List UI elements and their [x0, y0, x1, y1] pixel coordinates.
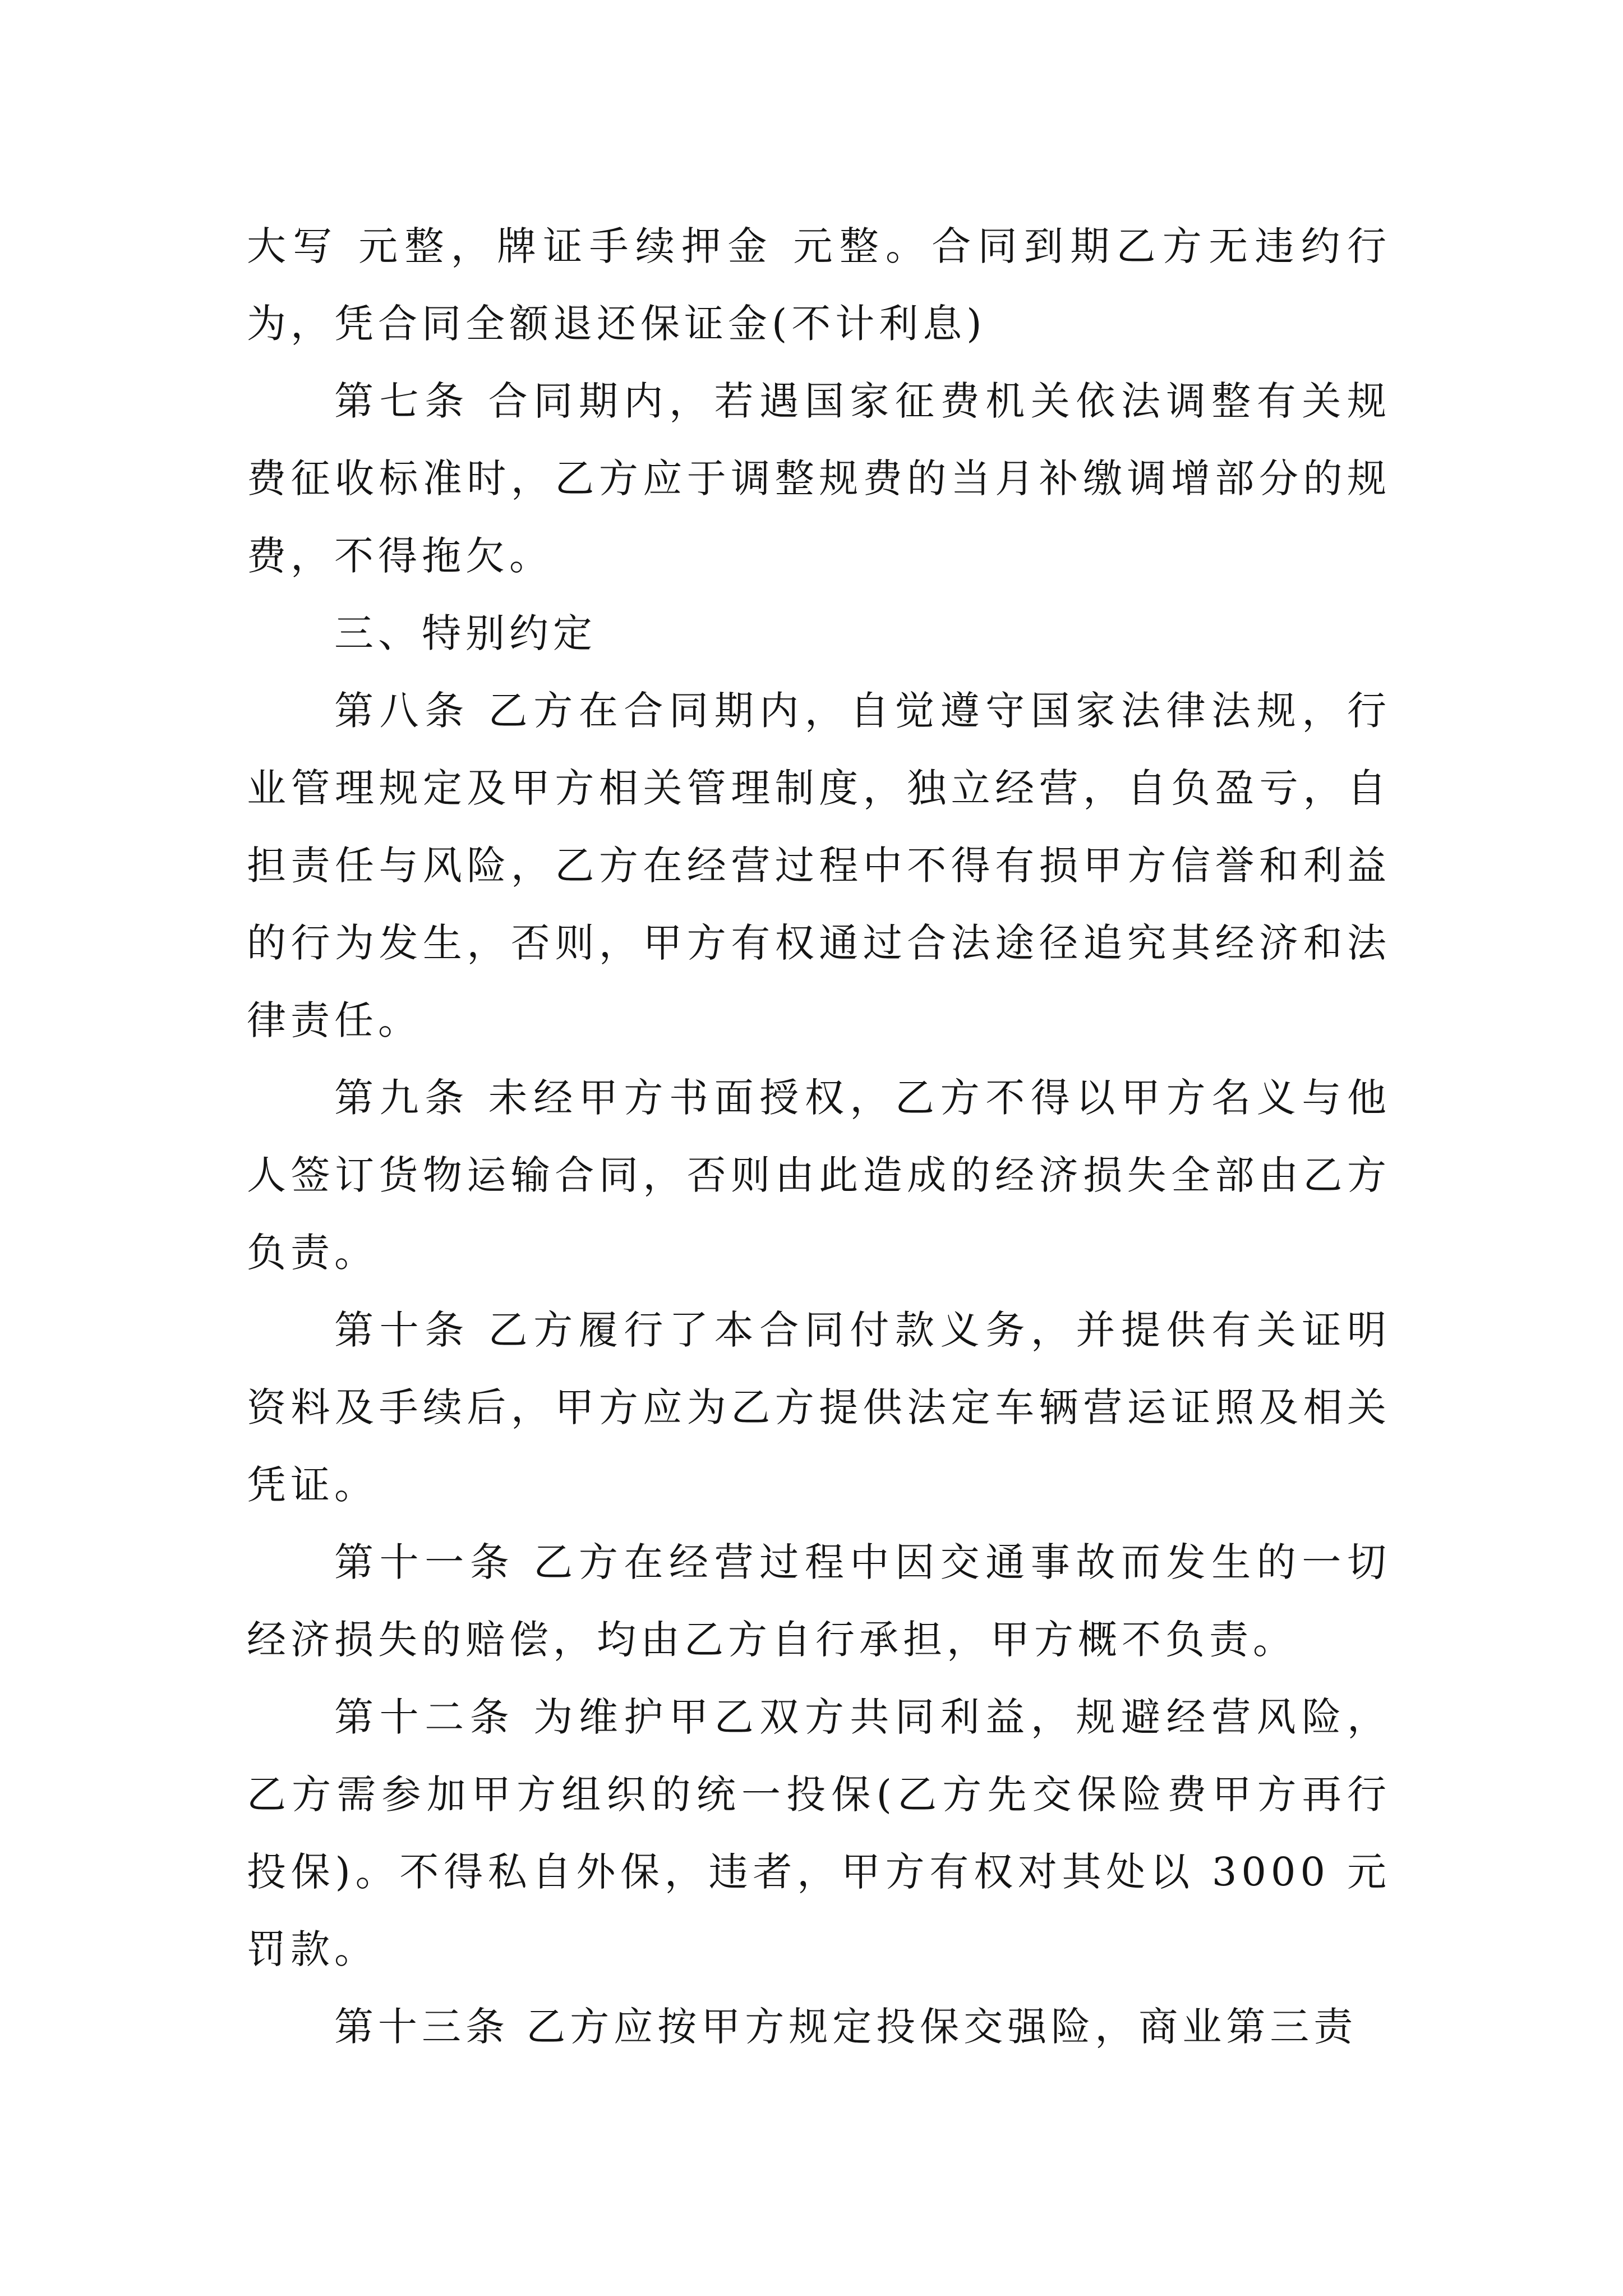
document-body [247, 208, 1391, 2065]
paragraph-deposit-refund: 大写 元整，牌证手续押金 元整。合同到期乙方无违约行为，凭合同全额退还保证金(不计利息) [247, 223, 1391, 347]
paragraph-article-7: 第七条 合同期内，若遇国家征费机关依法调整有关规费征收标准时，乙方应于调整规费的当月补缴调增部分的规费，不得拖欠。 [247, 378, 1391, 579]
section-heading-special-terms: 三、特别约定 [334, 610, 597, 656]
paragraph-article-13: 第十三条 乙方应按甲方规定投保交强险，商业第三责 [334, 2004, 1358, 2050]
paragraph-article-9: 第九条 未经甲方书面授权，乙方不得以甲方名义与他人签订货物运输合同，否则由此造成的经济损失全部由乙方负责。 [247, 1075, 1391, 1276]
paragraph-article-8: 第八条 乙方在合同期内，自觉遵守国家法律法规，行业管理规定及甲方相关管理制度，独立经营，自负盈亏，自担责任与风险，乙方在经营过程中不得有损甲方信誉和利益的行为发生，否则，甲方有权通过合法途径追究其经济和法律责任。 [247, 688, 1391, 1043]
paragraph-article-11: 第十一条 乙方在经营过程中因交通事故而发生的一切经济损失的赔偿，均由乙方自行承担，甲方概不负责。 [247, 1539, 1391, 1663]
paragraph-article-12: 第十二条 为维护甲乙双方共同利益，规避经营风险，乙方需参加甲方组织的统一投保(乙方先交保险费甲方再行投保)。不得私自外保，违者，甲方有权对其处以 3000 元罚款。 [247, 1694, 1391, 1972]
paragraph-article-10: 第十条 乙方履行了本合同付款义务，并提供有关证明资料及手续后，甲方应为乙方提供法定车辆营运证照及相关凭证。 [247, 1307, 1391, 1508]
